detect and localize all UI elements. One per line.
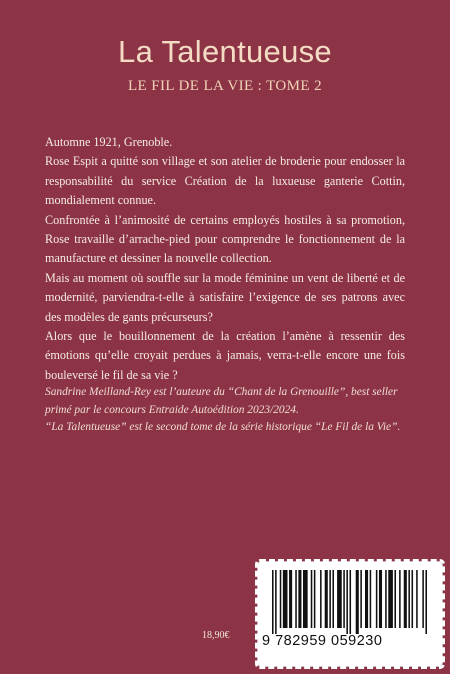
barcode-bar <box>337 570 342 628</box>
barcode-bar <box>329 570 331 628</box>
barcode-bar <box>343 570 345 628</box>
barcode-bar <box>314 570 316 628</box>
blurb-paragraph: Alors que le bouillonnement de la création l’amène à ressentir des émotions qu’elle croyait perdues à jamais, verra-t-elle encore une fois bouleversé le fil de sa vie ? <box>45 329 405 382</box>
barcode-bar <box>275 570 277 634</box>
author-note-line: “La Talentueuse” est le second tome de la série historique “Le Fil de la Vie”. <box>45 421 401 434</box>
barcode-bar <box>360 570 362 628</box>
blurb-paragraph: Rose Espit a quitté son village et son atelier de broderie pour endosser la responsabilité du service Création de la luxueuse ganterie Cottin, mondialement connue. <box>45 154 405 208</box>
series-subtitle: LE FIL DE LA VIE : TOME 2 <box>127 78 323 94</box>
barcode-bar <box>379 570 382 628</box>
barcode-bar <box>376 570 378 628</box>
barcode-bar <box>280 570 282 628</box>
barcode-bar <box>320 570 322 628</box>
author-note <box>45 384 405 437</box>
barcode-bar <box>356 570 359 634</box>
barcode-bar <box>298 570 301 628</box>
barcode-bar <box>283 570 288 628</box>
barcode-bar <box>303 570 308 628</box>
barcode-bar <box>404 570 407 628</box>
barcode-bar <box>272 570 274 634</box>
barcode-bar <box>365 570 368 628</box>
isbn-barcode-label <box>258 562 442 666</box>
barcode-bar <box>422 570 424 628</box>
isbn-digits: 9 782959 059230 <box>262 633 383 649</box>
barcode-bar <box>346 570 348 634</box>
barcode-graphic <box>272 570 432 634</box>
blurb-paragraph: Automne 1921, Grenoble. <box>45 135 173 149</box>
barcode-bar <box>388 570 393 628</box>
title: La Talentueuse <box>118 34 332 69</box>
barcode-bar <box>289 570 292 628</box>
barcode-bar <box>325 570 328 628</box>
barcode-bar <box>425 570 427 634</box>
blurb-paragraph: Mais au moment où souffle sur la mode féminine un vent de liberté et de modernité, parviendra-t-elle à satisfaire l’exigence de ses patrons avec des modèles de gants précurseurs? <box>45 270 405 324</box>
barcode-bar <box>416 570 418 628</box>
barcode-bar <box>385 570 387 628</box>
barcode-bar <box>408 570 410 628</box>
barcode-bar <box>394 570 396 628</box>
barcode-bar <box>311 570 313 628</box>
back-cover-blurb <box>45 133 405 385</box>
blurb-paragraph: Confrontée à l’animosité de certains employés hostiles à sa promotion, Rose travaille d’arrache-pied pour comprendre le fonctionnement de la manufacture et dessiner la nouvelle collection. <box>45 212 405 266</box>
barcode-bar <box>332 570 334 628</box>
price: 18,90€ <box>202 630 230 641</box>
barcode-bar <box>295 570 297 628</box>
author-note-line: Sandrine Meilland-Rey est l’auteure du “Chant de la Grenouille”, best seller primé par le concours Entraide Autoédition 2023/2024. <box>45 386 398 416</box>
barcode-bar <box>350 570 352 634</box>
barcode-bar <box>412 570 414 628</box>
barcode-bar <box>399 570 401 628</box>
barcode-bar <box>370 570 372 628</box>
